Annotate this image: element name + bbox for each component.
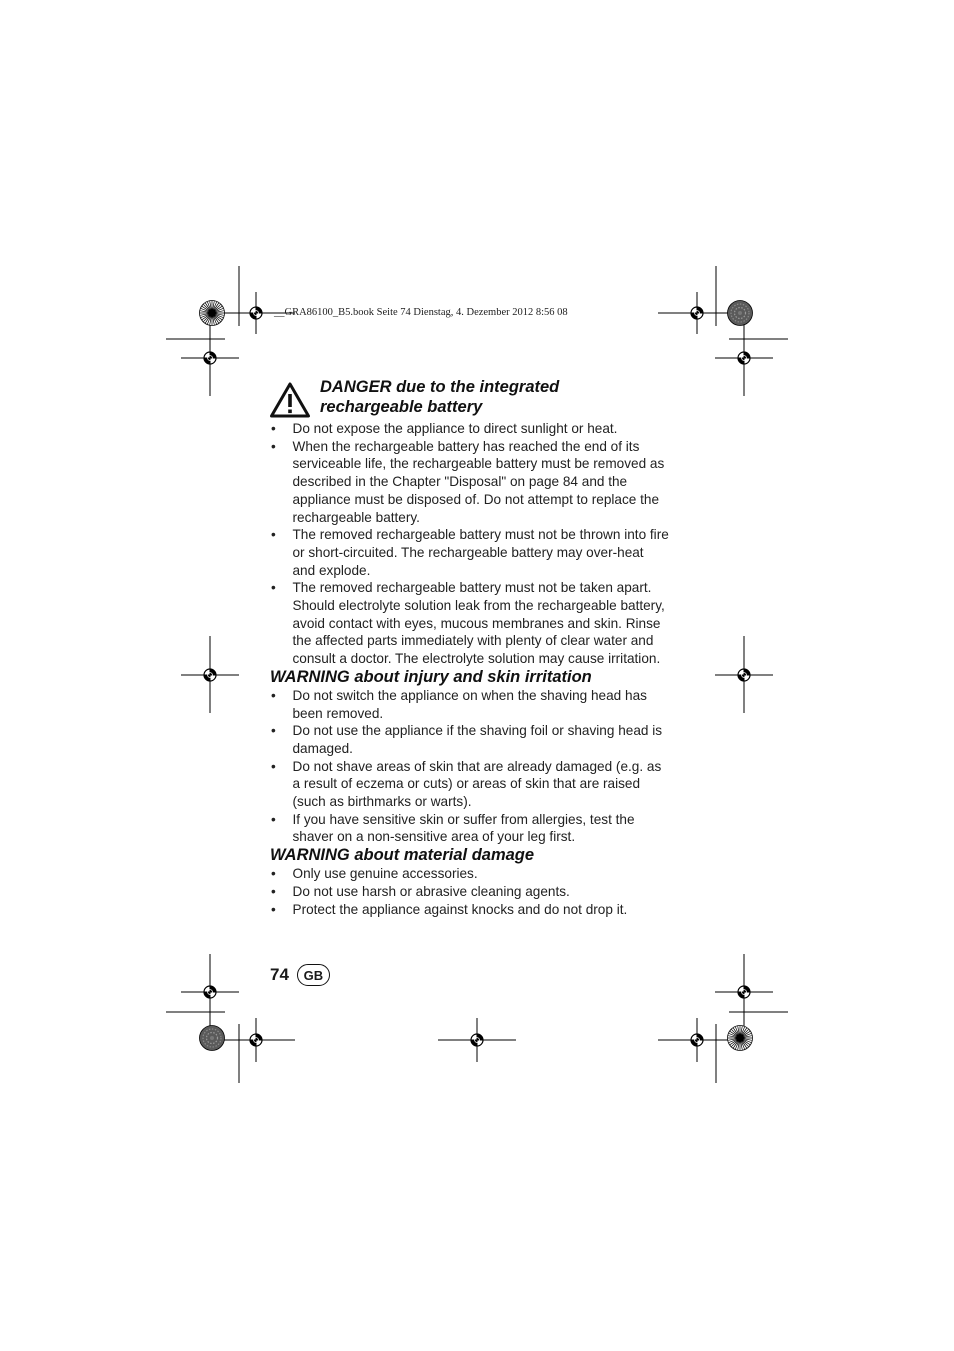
language-badge: GB [297, 964, 330, 986]
list-item: • Only use genuine accessories. [270, 865, 670, 883]
material-list [270, 865, 670, 918]
danger-title [320, 378, 559, 417]
danger-title-line1: DANGER due to the integrated [320, 378, 560, 396]
list-item: • Do not shave areas of skin that are already damaged (e.g. as a result of eczema or cuts) or areas of skin that are raised (such as birthmarks or warts). [270, 758, 670, 811]
list-item: • Do not switch the appliance on when the shaving head has been removed. [270, 687, 670, 722]
danger-list [270, 420, 670, 668]
list-item: • The removed rechargeable battery must not be taken apart. Should electrolyte solution leak from the rechargeable battery, avoid contact with eyes, mucous membranes and skin. Rinse the affected parts immediately with plenty of clear water and consult a doctor. The electrolyte solution may cause irritation. [270, 579, 670, 668]
danger-heading [270, 378, 670, 420]
list-item: • Do not use the appliance if the shaving foil or shaving head is damaged. [270, 722, 670, 757]
danger-title-line2: rechargeable battery [320, 397, 483, 416]
list-item: • When the rechargeable battery has reached the end of its serviceable life, the rechargeable battery must be removed as described in the Chapter "Disposal" on page 84 and the appliance must be disposed of. Do not attempt to replace the rechargeable battery. [270, 438, 670, 527]
warning-triangle-icon [270, 382, 310, 418]
list-item: • Do not expose the appliance to direct sunlight or heat. [270, 420, 670, 438]
list-item: • If you have sensitive skin or suffer from allergies, test the shaver on a non-sensitive area of your leg first. [270, 811, 670, 846]
material-heading: WARNING about material damage [270, 846, 535, 865]
safety-content [270, 378, 670, 918]
list-item: • The removed rechargeable battery must not be thrown into fire or short-circuited. The rechargeable battery may over-heat and explode. [270, 526, 670, 579]
page-footer [270, 964, 330, 986]
page-number: 74 [270, 965, 289, 984]
list-item: • Protect the appliance against knocks and do not drop it. [270, 901, 670, 919]
injury-list [270, 687, 670, 846]
list-item: • Do not use harsh or abrasive cleaning agents. [270, 883, 670, 901]
print-slug: __GRA86100_B5.book Seite 74 Dienstag, 4. Dezember 2012 8:56 08 [274, 307, 568, 318]
injury-heading: WARNING about injury and skin irritation [270, 667, 592, 686]
